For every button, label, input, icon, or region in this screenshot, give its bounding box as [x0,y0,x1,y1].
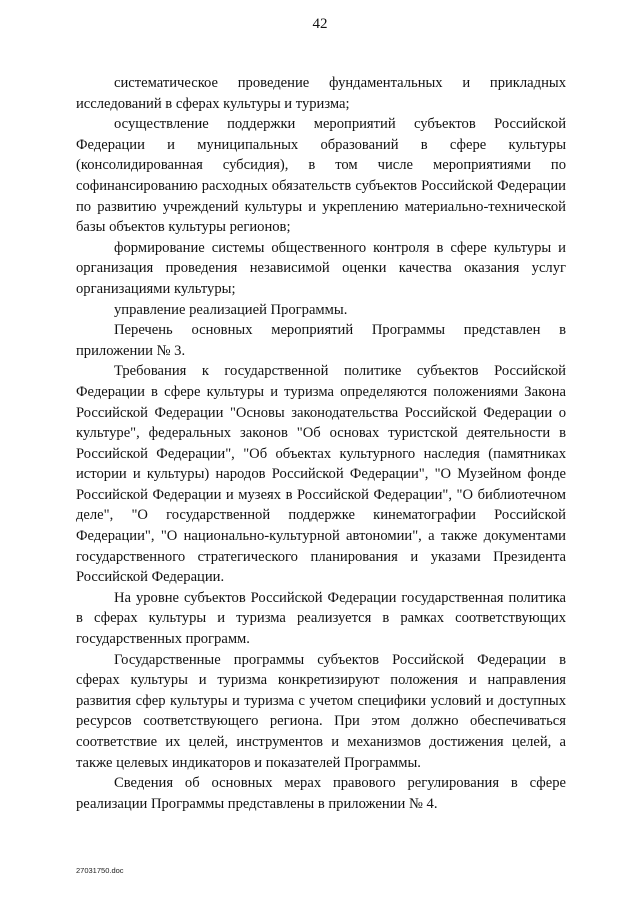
page-number: 42 [312,16,328,32]
paragraph: систематическое проведение фундаментальных и прикладных исследований в сферах культуры и туризма; [76,75,566,112]
paragraph: Государственные программы субъектов Российской Федерации в сферах культуры и туризма конкретизируют положения и направления развития сфер культуры и туризма с учетом специфики условий и доступных ресурсов соответствующего региона. При этом должно обеспечиваться соответствие их целей, инструментов и механизмов достижения целей, а также целевых индикаторов и показателей Программы. [76,651,566,771]
paragraph: Требования к государственной политике субъектов Российской Федерации в сфере культуры и туризма определяются положениями Закона Российской Федерации "Основы законодательства Российской Федерации о культуре", федеральных законов "Об основах туристской деятельности в Российской Федерации", "Об объектах культурного наследия (памятниках истории и культуры) народов Российской Федерации", "О Музейном фонде Российской Федерации и музеях в Российской Федерации", "О библиотечном деле", "О государственной поддержке кинематографии Российской Федерации", "О национально-культурной автономии", а также документами государственного стратегического планирования и указами Президента Российской Федерации. [76,363,566,586]
paragraph: Перечень основных мероприятий Программы представлен в приложении № 3. [76,322,566,359]
paragraph: Сведения об основных мерах правового регулирования в сфере реализации Программы представлены в приложении № 4. [76,775,566,812]
paragraph: формирование системы общественного контроля в сфере культуры и организация проведения независимой оценки качества оказания услуг организациями культуры; [76,239,566,297]
document-body [76,73,566,814]
paragraph: осуществление поддержки мероприятий субъектов Российской Федерации и муниципальных образований в сфере культуры (консолидированная субсидия), в том числе мероприятиями по софинансированию расходных обязательств субъектов Российской Федерации по развитию учреждений культуры и укреплению материально-технической базы объектов культуры регионов; [76,116,566,236]
paragraph: На уровне субъектов Российской Федерации государственная политика в сферах культуры и туризма реализуется в рамках соответствующих государственных программ. [76,589,566,648]
file-name-footer: 27031750.doc [76,866,124,875]
paragraph: управление реализацией Программы. [114,301,348,318]
